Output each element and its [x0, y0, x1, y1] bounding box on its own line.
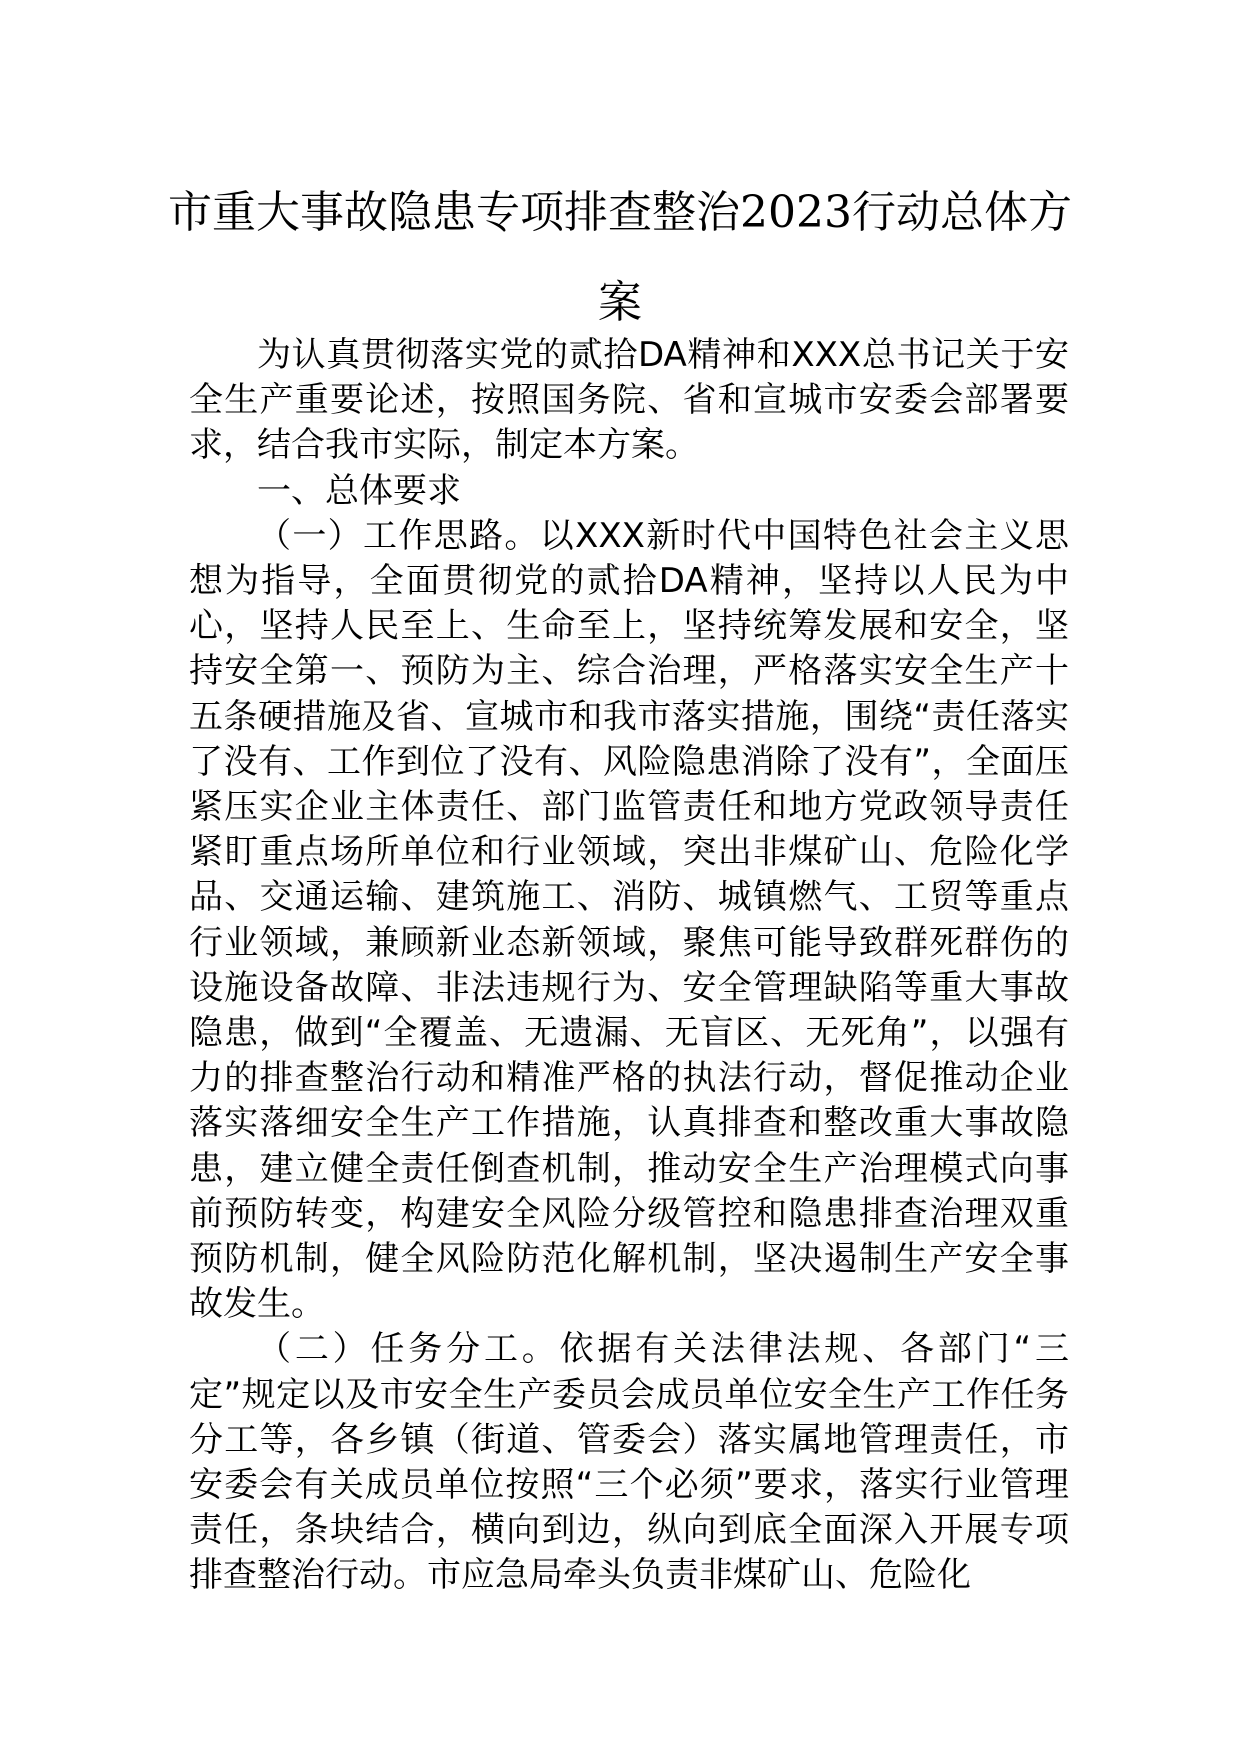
document-body — [189, 333, 1069, 1599]
paragraph-task-division: （二）任务分工。依据有关法律法规、各部门“三定”规定以及市安全生产委员会成员单位安全生产工作任务分工等，各乡镇（街道、管委会）落实属地管理责任，市安委会有关成员单位按照“三个必须”要求，落实行业管理责任，条块结合，横向到边，纵向到底全面深入开展专项排查整治行动。市应急局牵头负责非煤矿山、危险化 — [189, 1329, 1069, 1596]
section-heading-general-requirements: 一、总体要求 — [257, 470, 461, 511]
intro-paragraph: 为认真贯彻落实党的贰拾DA精神和XXX总书记关于安全生产重要论述，按照国务院、省和宣城市安委会部署要求，结合我市实际，制定本方案。 — [189, 335, 1069, 466]
document-title: 市重大事故隐患专项排查整治2023行动总体方案 — [168, 187, 1072, 328]
paragraph-work-approach: （一）工作思路。以XXX新时代中国特色社会主义思想为指导，全面贯彻党的贰拾DA精神，坚持以人民为中心，坚持人民至上、生命至上，坚持统筹发展和安全，坚持安全第一、预防为主、综合治理，严格落实安全生产十五条硬措施及省、宣城市和我市落实措施，围绕“责任落实了没有、工作到位了没有、风险隐患消除了没有”，全面压紧压实企业主体责任、部门监管责任和地方党政领导责任紧盯重点场所单位和行业领域，突出非煤矿山、危险化学品、交通运输、建筑施工、消防、城镇燃气、工贸等重点行业领域，兼顾新业态新领域，聚焦可能导致群死群伤的设施设备故障、非法违规行为、安全管理缺陷等重大事故隐患，做到“全覆盖、无遗漏、无盲区、无死角”，以强有力的排查整治行动和精准严格的执法行动，督促推动企业落实落细安全生产工作措施，认真排查和整改重大事故隐患，建立健全责任倒查机制，推动安全生产治理模式向事前预防转变，构建安全风险分级管控和隐患排查治理双重预防机制，健全风险防范化解机制，坚决遏制生产安全事故发生。 — [189, 515, 1069, 1325]
